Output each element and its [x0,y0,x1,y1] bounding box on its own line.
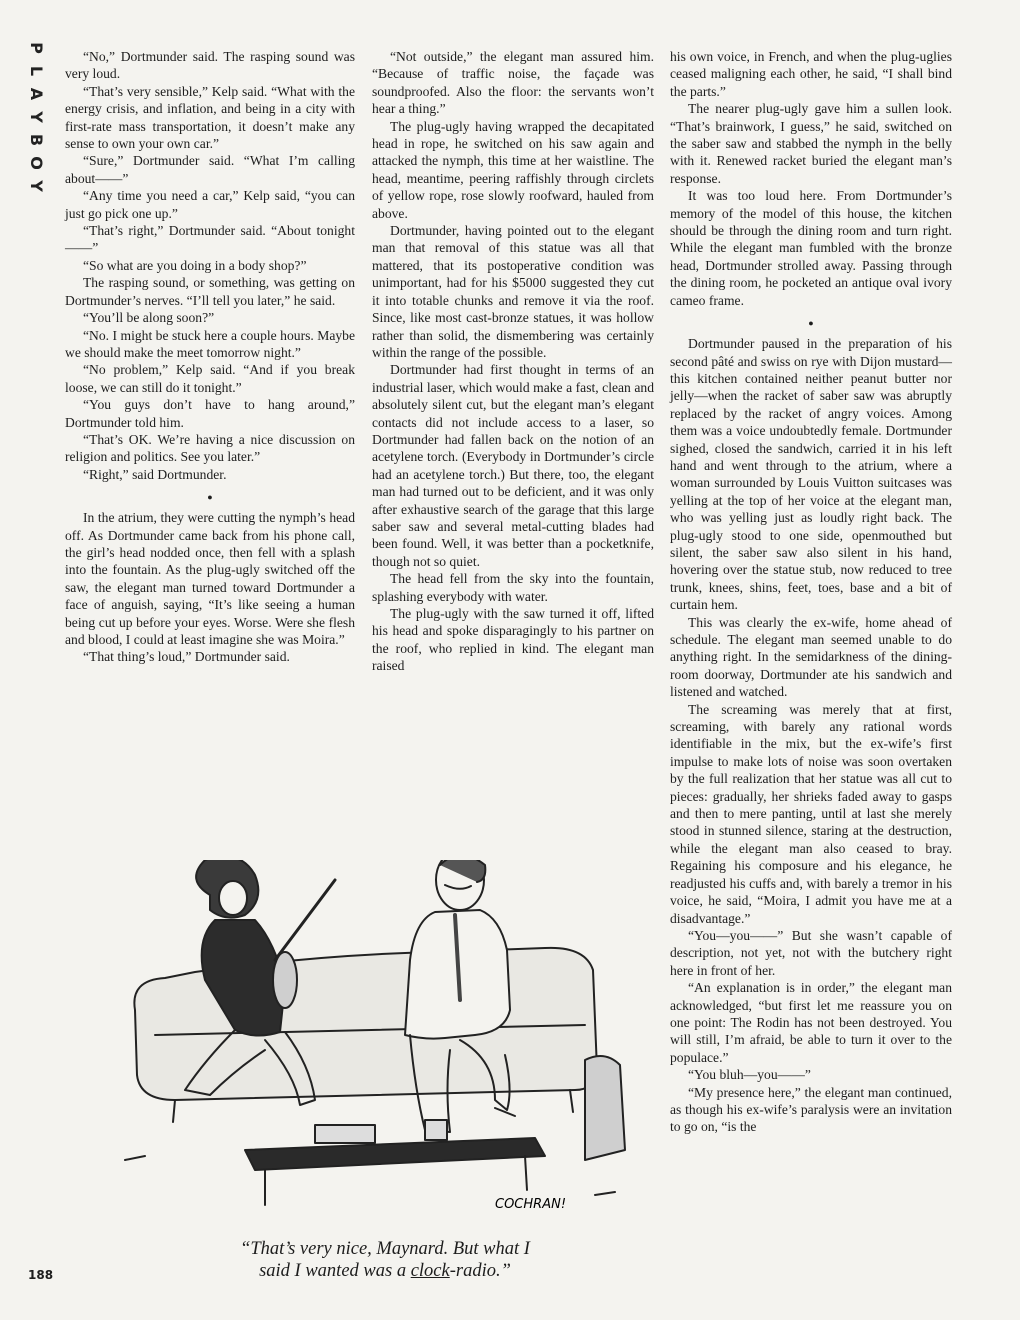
paragraph: “So what are you doing in a body shop?” [83,257,307,273]
paragraph: “You guys don’t have to hang around,” Dortmunder told him. [65,397,355,430]
masthead-letter: P [27,42,46,54]
page-number: 188 [28,1268,54,1282]
paragraph: It was too loud here. From Dortmunder’s memory of the model of this house, the kitchen should be through the dining room and turn right. While the elegant man fumbled with the bronze head, Dortmunder strolled away. Passing through the dining room, he pocketed an antique oval ivory cameo frame. [670,188,952,308]
paragraph: “That’s right,” Dortmunder said. “About tonight——” [65,223,355,256]
paragraph: This was clearly the ex-wife, home ahead of schedule. The elegant man seemed unable to do anything right. In the semidarkness of the dining-room doorway, Dortmunder ate his sandwich and listened and watched. [670,614,952,700]
cartoon-illustration [115,860,660,1225]
masthead-letter: A [27,87,46,101]
paragraph: The nearer plug-ugly gave him a sullen look. “That’s brainwork, I guess,” he said, switched on the saber saw and stabbed the nymph in the belly with it. Renewed racket buried the elegant man’s response. [670,101,952,186]
paragraph: “That’s very sensible,” Kelp said. “What with the energy crisis, and inflation, and being in a city with first-rate mass transportation, it doesn’t make any sense to own your own car.” [65,83,355,152]
masthead-letter: Y [27,111,46,123]
masthead-letter: B [27,133,46,147]
column-2 [372,48,654,675]
paragraph: “Sure,” Dortmunder said. “What I’m calling about——” [65,153,355,186]
paragraph: In the atrium, they were cutting the nymph’s head off. As Dortmunder came back from his phone call, the girl’s head nodded once, then fell with a splash into the fountain. As the plug-ugly switched off the saw, the elegant man turned toward Dortmunder a face of anguish, saying, “It’s like seeing a human being cut up before your eyes. Worse. Were she flesh and blood, I could at least imagine she was Moira.” [65,510,355,647]
paragraph: The screaming was merely that at first, screaming, with barely any rational words identifiable in the mix, but the ex-wife’s first impulse to make lots of noise was soon overtaken by the full realization that her statue was all cut to pieces: gradually, her shrieks faded away to gasps and then to mere panting, until at last she merely stood in stunned silence, staring at the destruction, while the elegant man also ceased to bray. Regaining his composure and his elegance, he readjusted his cuffs and, with barely a tremor in his voice, he said, “Moira, I admit you have me at a disadvantage.” [670,701,952,926]
caption-line: “That’s very nice, Maynard. But what I [240,1239,530,1259]
masthead-letter: L [27,65,46,77]
paragraph: Dortmunder, having pointed out to the elegant man that removal of this statue was all that mattered, that its postoperative condition was unimportant, had for his $5000 suggested they cut it into totable chunks and remove it via the roof. Since, like most cast-bronze statues, it was hollow rather than solid, the dismembering was certainly within the range of the possible. [372,223,654,360]
paragraph: “You bluh—you——” [688,1067,811,1083]
paragraph: Dortmunder had first thought in terms of an industrial laser, which would make a fast, clean and absolutely silent cut, but the elegant man’s elegant contacts did not include access to a laser, so Dortmunder had fallen back on the notion of an acetylene torch. (Everybody in Dortmunder’s circle had an acetylene torch.) But there, too, the elegant man had turned out to be deficient, and it was only after exhaustive search of the garage that this large saber saw and several metal-cutting blades had been found. Well, it was better than a pocketknife, though not so quiet. [372,362,654,569]
masthead [28,40,44,194]
caption-text: -radio.” [449,1261,511,1281]
paragraph: The rasping sound, or something, was getting on Dortmunder’s nerves. “I’ll tell you later,” he said. [65,275,355,308]
paragraph: “Right,” said Dortmunder. [83,466,227,482]
section-separator: ● [808,318,814,329]
cartoonist-signature: COCHRAN! [495,1197,567,1212]
cartoon-caption [150,1238,620,1282]
paragraph: “An explanation is in order,” the elegant man acknowledged, “but first let me reassure you on one point: The Rodin has not been destroyed. You will still, I’m afraid, be able to turn it over to the populace.” [670,980,952,1065]
paragraph: “That’s OK. We’re having a nice discussion on religion and politics. See you later.” [65,431,355,465]
paragraph: “That thing’s loud,” Dortmunder said. [83,649,290,665]
paragraph: “You’ll be along soon?” [83,310,215,326]
paragraph: “No,” Dortmunder said. The rasping sound was very loud. [65,49,355,82]
paragraph: “Any time you need a car,” Kelp said, “you can just go pick one up.” [65,188,355,221]
paragraph: The head fell from the sky into the fountain, splashing everybody with water. [372,571,654,604]
paragraph: “No. I might be stuck here a couple hours. Maybe we should make the meet tomorrow night.” [65,327,355,360]
paragraph: “You—you——” But she wasn’t capable of description, not yet, not with the butchery right here in front of her. [670,927,952,978]
paragraph: The plug-ugly having wrapped the decapitated head in rope, he switched on his saw again and attacked the nymph, this time at her waistline. The head, meantime, peering raffishly through circlets of yellow rope, rose slowly roofward, hauled from above. [372,118,654,221]
masthead-letter: Y [27,180,46,192]
cartoon-drawing [115,860,660,1225]
paragraph: his own voice, in French, and when the plug-uglies ceased maligning each other, he said, “I shall bind the parts.” [670,49,952,99]
paragraph: Dortmunder paused in the preparation of his second pâté and swiss on rye with Dijon mustard—this kitchen contained neither peanut butter nor jelly—when the racket of saber saw was abruptly replaced by the racket of angry voices. Among them was a voice undoubtedly female. Dortmunder sighed, closed the sandwich, carried it in his left hand and went through to the atrium, where a woman surrounded by Louis Vuitton suitcases was yelling at the top of her voice at the elegant man, who was yelling just as loudly right back. The plug-ugly stood to one side, openmouthed but silent, the saber saw also silent in his hand, hovering over the statue stub, now reduced to tree trunk, knees, shins, feet, toes, base and a bit of curtain hem. [670,336,952,613]
paragraph: “Not outside,” the elegant man assured him. “Because of traffic noise, the façade was soundproofed. Also the floor: the servants won’t hear a thing.” [372,49,654,117]
caption-underlined-word: clock [410,1261,450,1281]
caption-line [150,1260,620,1282]
masthead-letter: O [27,156,46,170]
column-3 [670,48,952,1136]
paragraph: The plug-ugly with the saw turned it off, lifted his head and spoke disparagingly to his partner on the roof, who replied in kind. The elegant man raised [372,606,654,674]
paragraph: “My presence here,” the elegant man continued, as though his ex-wife’s paralysis were an invitation to go on, “is the [670,1084,952,1135]
caption-text: said I wanted was a [259,1261,411,1281]
section-separator: ● [207,492,213,503]
paragraph: “No problem,” Kelp said. “And if you break loose, we can still do it tonight.” [65,362,355,395]
column-1 [65,48,355,666]
